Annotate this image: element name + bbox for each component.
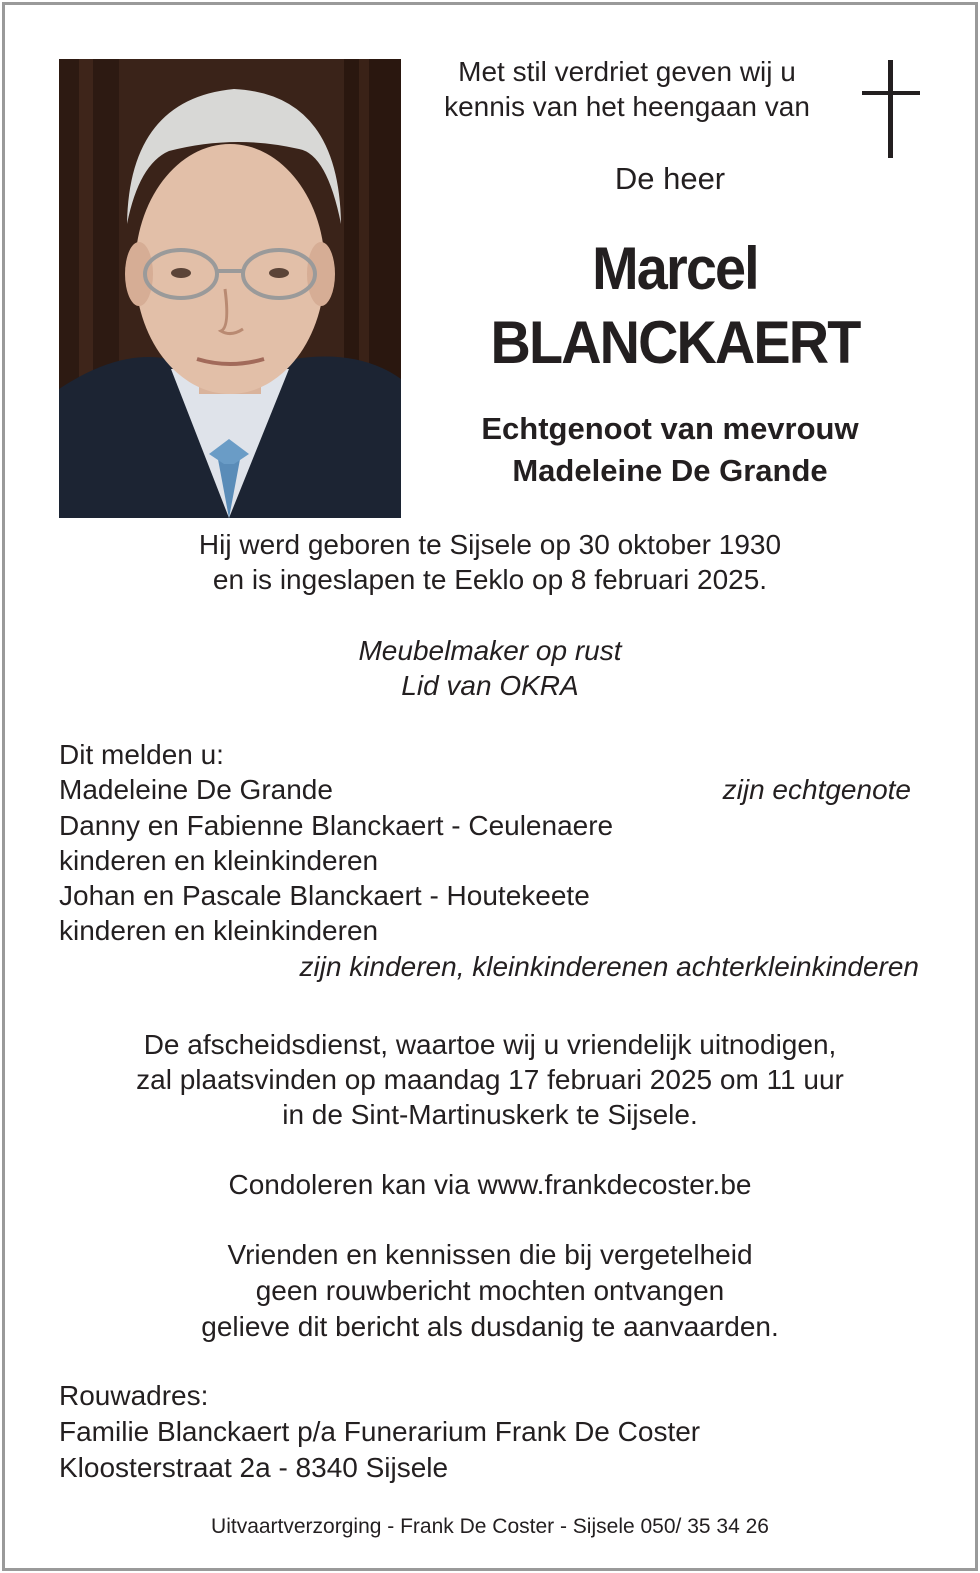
condolences-text: Condoleren kan via www.frankdecoster.be: [228, 1169, 752, 1200]
notice-text: [40, 1237, 940, 1345]
family-member-relation: [911, 843, 919, 878]
salutation: De heer: [614, 161, 726, 196]
service-line-3: in de Sint-Martinuskerk te Sijsele.: [282, 1099, 698, 1130]
intro-text: [410, 54, 844, 124]
occupation-line-2: Lid van OKRA: [401, 670, 579, 701]
intro-line-2: kennis van het heengaan van: [444, 91, 810, 122]
family-member-relation: zijn echtgenote: [722, 774, 911, 806]
address-heading: Rouwadres:: [59, 1380, 209, 1411]
family-row: [59, 878, 919, 913]
notice-line-2: geen rouwbericht mochten ontvangen: [255, 1275, 725, 1306]
address-line-1: Familie Blanckaert p/a Funerarium Frank De Coster: [59, 1416, 701, 1447]
first-name: Marcel: [592, 235, 758, 302]
family-member-name: Madeleine De Grande: [59, 774, 333, 806]
service-line-2: zal plaatsvinden op maandag 17 februari 2025 om 11 uur: [136, 1064, 844, 1095]
intro-line-1: Met stil verdriet geven wij u: [458, 56, 796, 87]
family-summary: zijn kinderen, kleinkinderenen achterkleinkinderen: [299, 950, 919, 982]
deceased-name: [456, 232, 893, 380]
address-line-2: Kloosterstraat 2a - 8340 Sijsele: [59, 1452, 449, 1483]
spouse-line-1: Echtgenoot van mevrouw: [481, 411, 859, 446]
notice-line-3: gelieve dit bericht als dusdanig te aanvaarden.: [201, 1311, 779, 1342]
family-member-name: kinderen en kleinkinderen: [59, 844, 379, 876]
family-heading: Dit melden u:: [59, 739, 224, 770]
birth-death-info: [90, 527, 890, 597]
service-line-1: De afscheidsdienst, waartoe wij u vriendelijk uitnodigen,: [143, 1029, 837, 1060]
family-list: [59, 737, 919, 984]
mourning-address: [59, 1378, 919, 1486]
spouse-info: [420, 408, 920, 492]
family-member-relation: [911, 878, 919, 913]
family-member-name: Danny en Fabienne Blanckaert - Ceulenaere: [59, 809, 614, 841]
portrait-photo: [59, 59, 401, 518]
notice-line-1: Vrienden en kennissen die bij vergetelheid: [227, 1239, 753, 1270]
family-row: [59, 772, 919, 807]
occupation-info: [240, 633, 740, 703]
service-info: [40, 1027, 940, 1132]
family-member-relation: [911, 808, 919, 843]
family-row: [59, 913, 919, 948]
family-row: [59, 808, 919, 843]
birth-line: Hij werd geboren te Sijsele op 30 oktober 1930: [198, 529, 782, 560]
death-line: en is ingeslapen te Eeklo op 8 februari 2025.: [212, 564, 768, 595]
family-member-name: kinderen en kleinkinderen: [59, 915, 379, 947]
family-member-relation: [911, 913, 919, 948]
family-member-name: Johan en Pascale Blanckaert - Houtekeete: [59, 880, 590, 912]
occupation-line-1: Meubelmaker op rust: [358, 635, 622, 666]
family-row: [59, 843, 919, 878]
footer-funeral-director: Uitvaartverzorging - Frank De Coster - Sijsele 050/ 35 34 26: [211, 1515, 769, 1538]
portrait-illustration: [59, 59, 401, 518]
last-name: BLANCKAERT: [490, 309, 860, 376]
cross-icon: [862, 60, 920, 158]
spouse-line-2: Madeleine De Grande: [512, 453, 828, 488]
